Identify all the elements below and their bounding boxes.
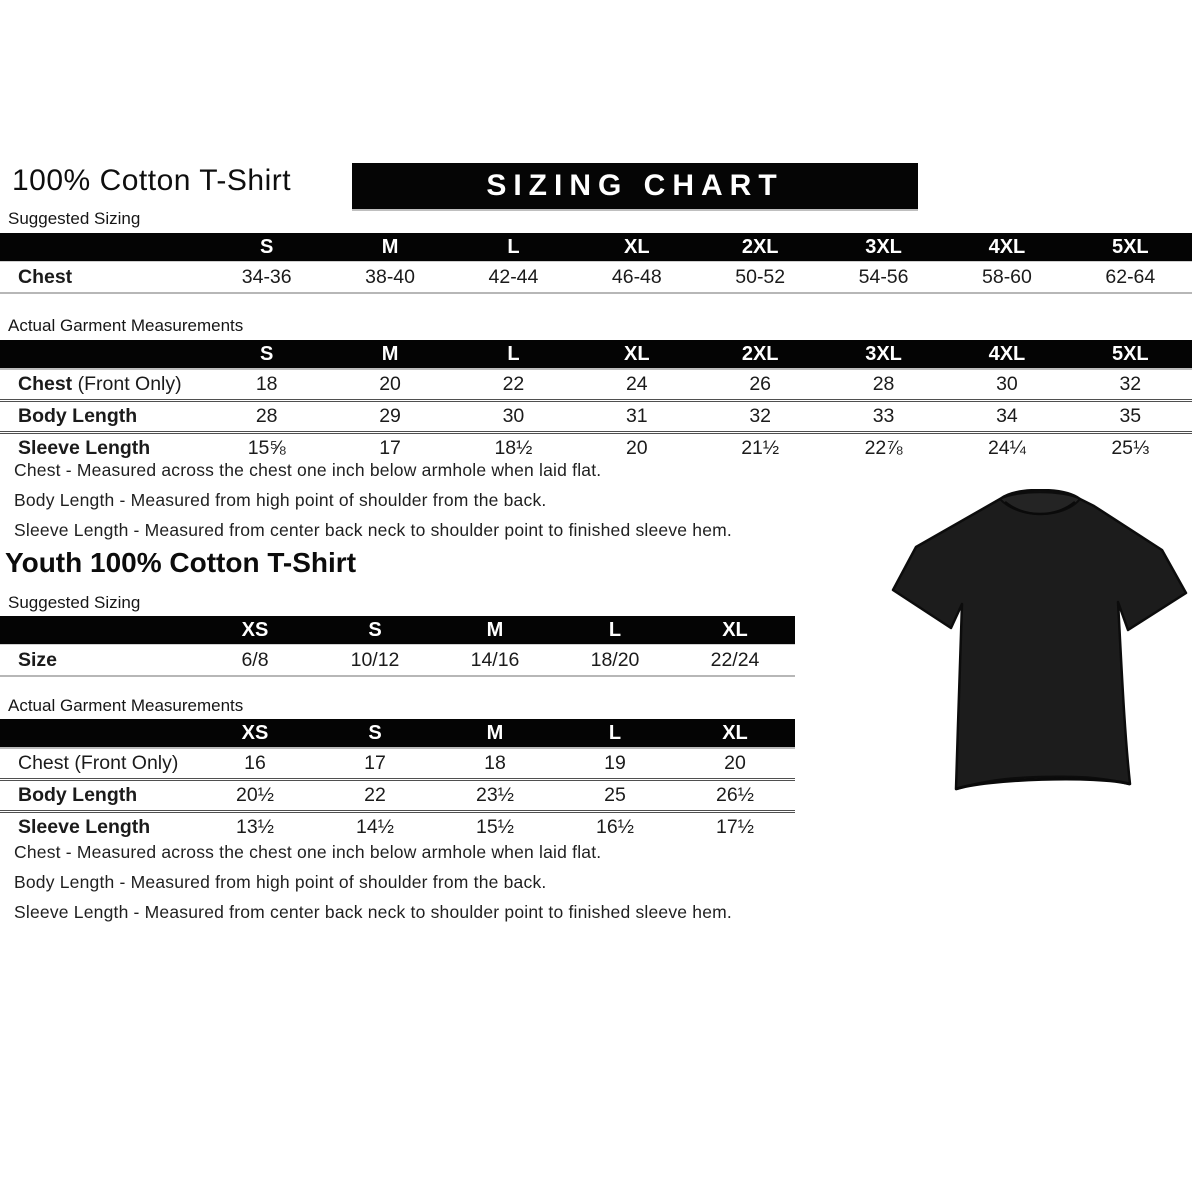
cell: 24 <box>575 369 698 401</box>
table-row <box>0 262 1192 294</box>
row-label: Chest (Front Only) <box>0 369 205 401</box>
row-label: Sleeve Length <box>0 433 205 464</box>
size-header: XS <box>195 616 315 645</box>
cell: 20 <box>675 748 795 780</box>
size-header: L <box>452 233 575 262</box>
cell: 15⅝ <box>205 433 328 464</box>
table-row <box>0 645 795 677</box>
cell: 32 <box>1069 369 1192 401</box>
size-header: XL <box>575 233 698 262</box>
size-header: 3XL <box>822 233 945 262</box>
cell: 15½ <box>435 812 555 843</box>
table-row <box>0 780 795 812</box>
youth-actual-table <box>0 719 795 842</box>
adult-suggested-table <box>0 233 1192 294</box>
cell: 54-56 <box>822 262 945 294</box>
note-chest: Chest - Measured across the chest one inch below armhole when laid flat. <box>14 842 602 862</box>
cell: 50-52 <box>699 262 822 294</box>
youth-actual-label: Actual Garment Measurements <box>8 696 244 715</box>
note-sleeve-length: Sleeve Length - Measured from center back neck to shoulder point to finished sleeve hem. <box>14 902 732 922</box>
cell: 16½ <box>555 812 675 843</box>
cell: 14½ <box>315 812 435 843</box>
cell: 25 <box>555 780 675 812</box>
cell: 42-44 <box>452 262 575 294</box>
cell: 22/24 <box>675 645 795 677</box>
adult-actual-label: Actual Garment Measurements <box>8 316 244 335</box>
cell: 22 <box>452 369 575 401</box>
cell: 23½ <box>435 780 555 812</box>
cell: 17 <box>328 433 451 464</box>
cell: 28 <box>205 401 328 433</box>
cell: 18 <box>435 748 555 780</box>
note-body-length: Body Length - Measured from high point of shoulder from the back. <box>14 872 547 892</box>
cell: 18/20 <box>555 645 675 677</box>
youth-suggested-label: Suggested Sizing <box>8 593 141 612</box>
table-row <box>0 433 1192 464</box>
youth-measurement-notes <box>14 842 732 932</box>
table-header-row <box>0 616 795 645</box>
cell: 17½ <box>675 812 795 843</box>
adult-suggested-label: Suggested Sizing <box>8 209 141 228</box>
note-chest: Chest - Measured across the chest one inch below armhole when laid flat. <box>14 460 602 480</box>
size-header: L <box>555 616 675 645</box>
cell: 58-60 <box>945 262 1068 294</box>
cell: 30 <box>452 401 575 433</box>
cell: 13½ <box>195 812 315 843</box>
cell: 22 <box>315 780 435 812</box>
cell: 35 <box>1069 401 1192 433</box>
row-label: Sleeve Length <box>0 812 195 843</box>
cell: 29 <box>328 401 451 433</box>
sizing-chart-banner: SIZING CHART <box>352 163 918 209</box>
row-label: Chest (Front Only) <box>0 748 195 780</box>
adult-actual-table <box>0 340 1192 463</box>
size-header: 4XL <box>945 233 1068 262</box>
size-header: XS <box>195 719 315 748</box>
cell: 17 <box>315 748 435 780</box>
tshirt-image <box>888 489 1192 801</box>
size-header: 2XL <box>699 233 822 262</box>
cell: 38-40 <box>328 262 451 294</box>
empty-header-cell <box>0 719 195 748</box>
empty-header-cell <box>0 340 205 369</box>
size-header: M <box>328 340 451 369</box>
cell: 22⅞ <box>822 433 945 464</box>
table-header-row <box>0 233 1192 262</box>
size-header: 2XL <box>699 340 822 369</box>
size-header: XL <box>575 340 698 369</box>
cell: 24¼ <box>945 433 1068 464</box>
size-header: L <box>452 340 575 369</box>
table-row <box>0 369 1192 401</box>
cell: 20 <box>328 369 451 401</box>
adult-measurement-notes <box>14 460 732 550</box>
size-header: XL <box>675 616 795 645</box>
cell: 18½ <box>452 433 575 464</box>
size-header: S <box>205 233 328 262</box>
cell: 20½ <box>195 780 315 812</box>
youth-title: Youth 100% Cotton T-Shirt <box>5 547 357 578</box>
row-label: Body Length <box>0 401 205 433</box>
row-label: Body Length <box>0 780 195 812</box>
cell: 18 <box>205 369 328 401</box>
cell: 33 <box>822 401 945 433</box>
cell: 30 <box>945 369 1068 401</box>
cell: 28 <box>822 369 945 401</box>
table-row <box>0 812 795 843</box>
size-header: L <box>555 719 675 748</box>
size-header: 5XL <box>1069 233 1192 262</box>
cell: 34 <box>945 401 1068 433</box>
product-title: 100% Cotton T-Shirt <box>12 164 292 197</box>
size-header: S <box>315 616 435 645</box>
size-header: 5XL <box>1069 340 1192 369</box>
table-row <box>0 401 1192 433</box>
cell: 19 <box>555 748 675 780</box>
note-body-length: Body Length - Measured from high point of shoulder from the back. <box>14 490 547 510</box>
cell: 31 <box>575 401 698 433</box>
cell: 6/8 <box>195 645 315 677</box>
row-label: Size <box>0 645 195 677</box>
cell: 46-48 <box>575 262 698 294</box>
note-sleeve-length: Sleeve Length - Measured from center back neck to shoulder point to finished sleeve hem. <box>14 520 732 540</box>
cell: 34-36 <box>205 262 328 294</box>
cell: 26 <box>699 369 822 401</box>
table-header-row <box>0 340 1192 369</box>
size-header: M <box>328 233 451 262</box>
cell: 21½ <box>699 433 822 464</box>
cell: 20 <box>575 433 698 464</box>
size-header: 3XL <box>822 340 945 369</box>
size-header: M <box>435 719 555 748</box>
cell: 32 <box>699 401 822 433</box>
youth-suggested-table <box>0 616 795 677</box>
size-header: 4XL <box>945 340 1068 369</box>
cell: 25⅓ <box>1069 433 1192 464</box>
cell: 16 <box>195 748 315 780</box>
size-header: S <box>205 340 328 369</box>
size-header: S <box>315 719 435 748</box>
cell: 10/12 <box>315 645 435 677</box>
table-header-row <box>0 719 795 748</box>
cell: 26½ <box>675 780 795 812</box>
size-header: M <box>435 616 555 645</box>
cell: 14/16 <box>435 645 555 677</box>
empty-header-cell <box>0 616 195 645</box>
cell: 62-64 <box>1069 262 1192 294</box>
empty-header-cell <box>0 233 205 262</box>
size-header: XL <box>675 719 795 748</box>
table-row <box>0 748 795 780</box>
row-label: Chest <box>0 262 205 294</box>
